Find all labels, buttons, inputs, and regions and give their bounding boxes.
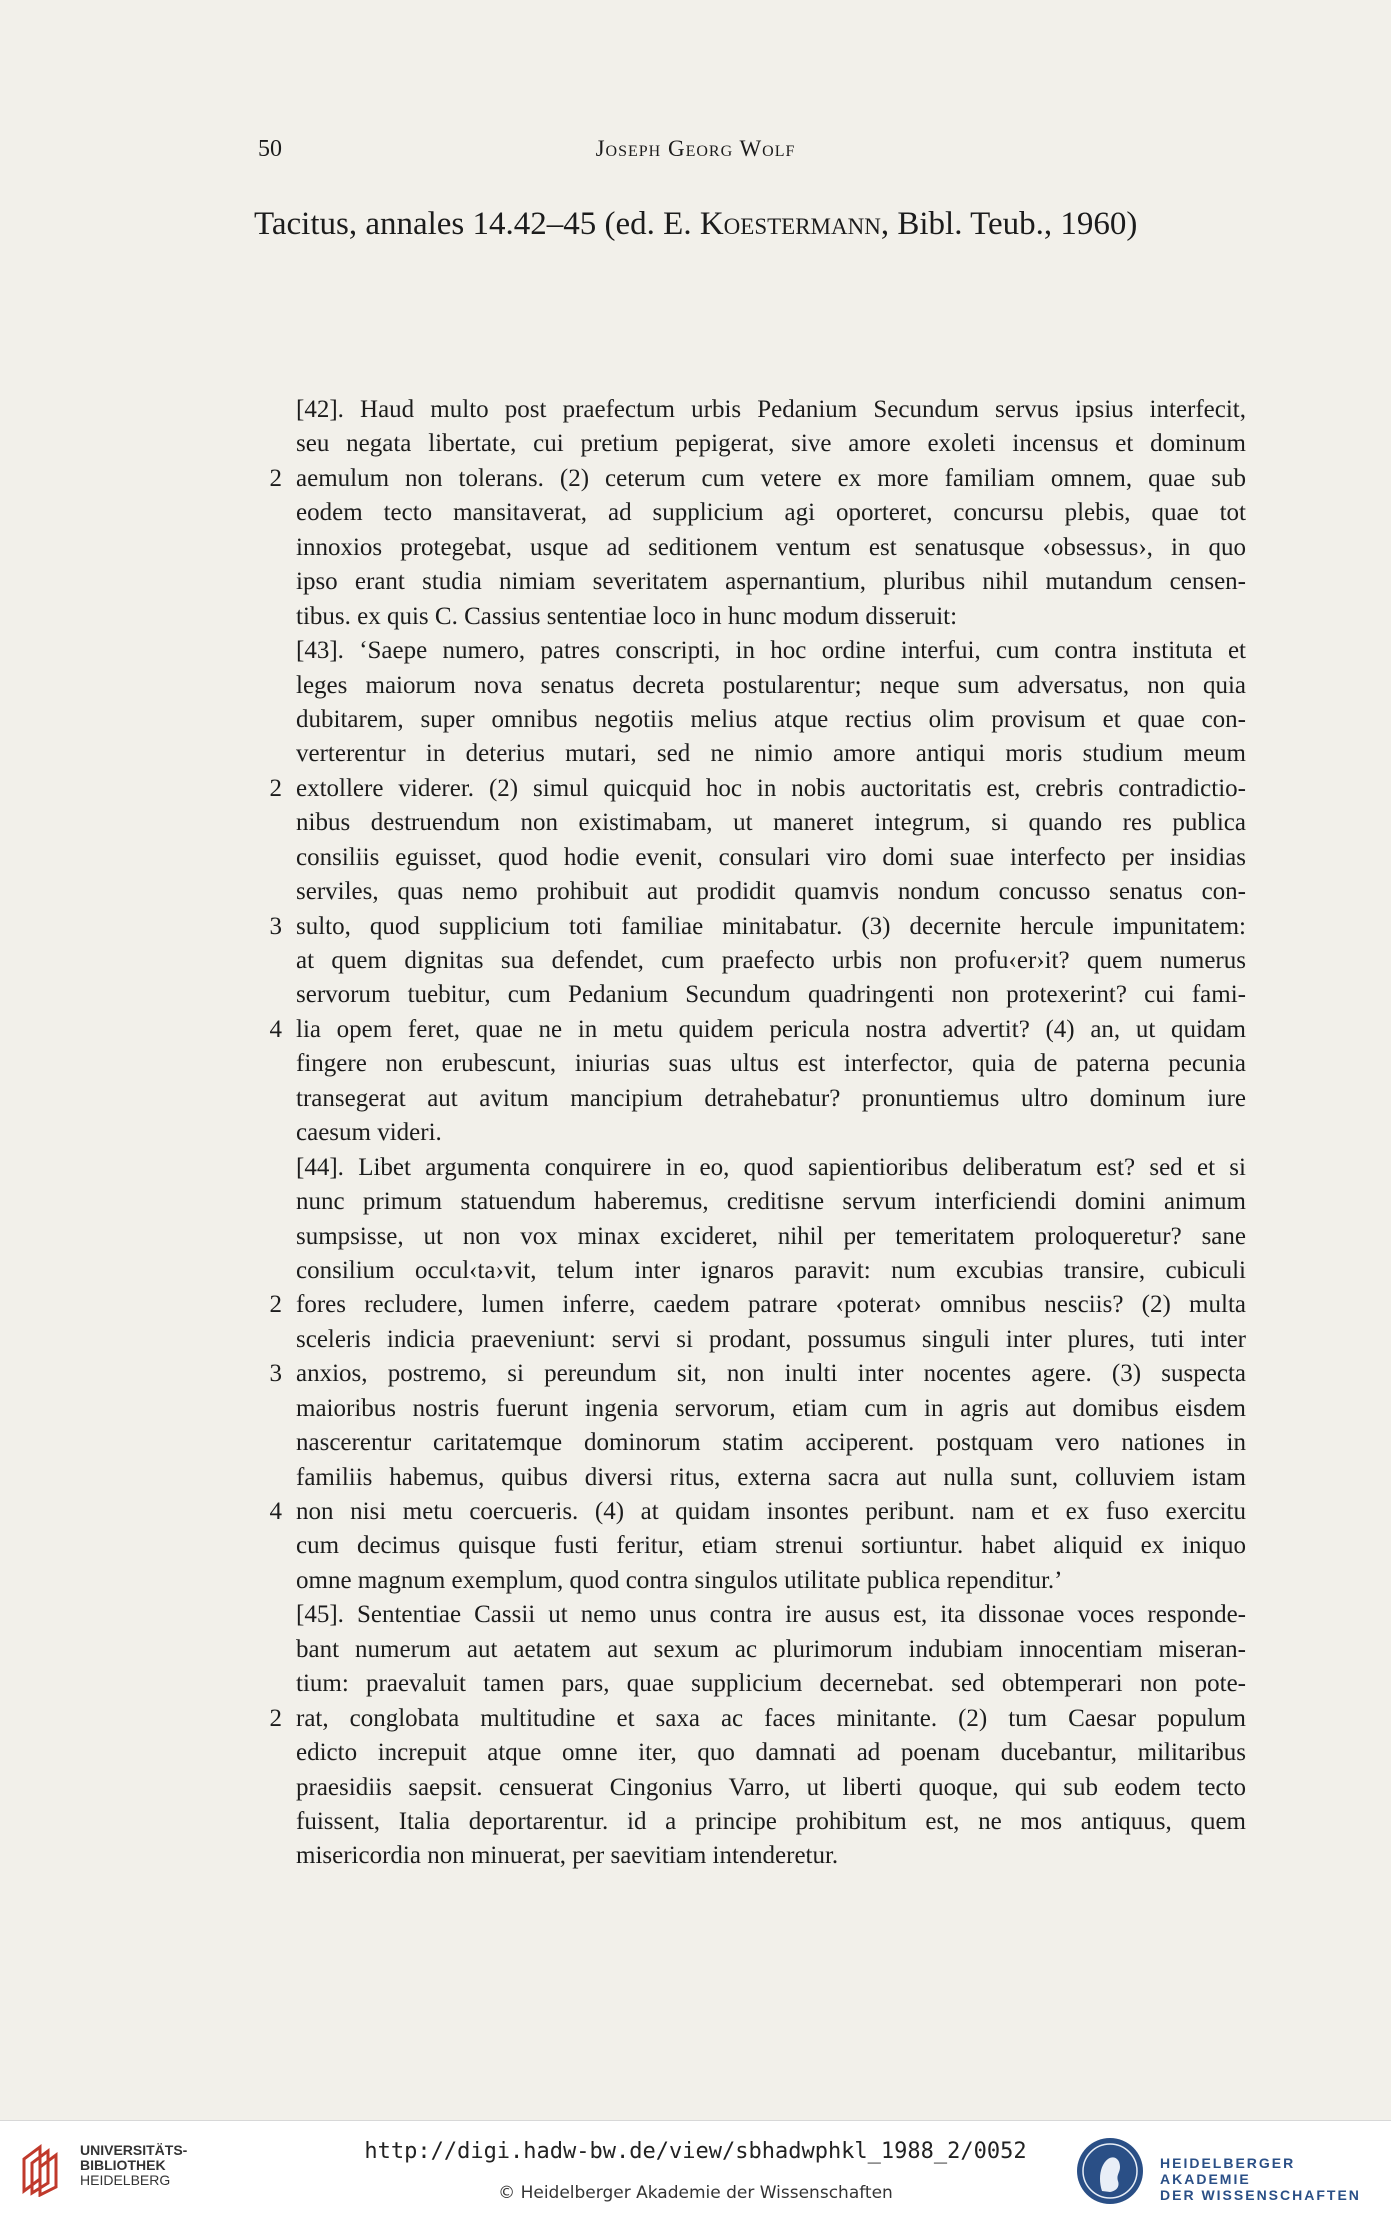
text-line	[296, 1667, 1246, 1701]
margin-section-number: 2	[269, 774, 282, 802]
text-line-content: non nisi metu coercueris. (4) at quidam insontes peribunt. nam et ex fuso exercitu	[296, 1498, 1246, 1525]
text-line	[296, 496, 1246, 530]
text-line-content: anxios, postremo, si pereundum sit, non inulti inter nocentes agere. (3) suspecta	[296, 1360, 1246, 1388]
source-title-after: , Bibl. Teub., 1960)	[880, 206, 1138, 242]
text-line-content: innoxios protegebat, usque ad seditionem ventum est senatusque ‹obsessus›, in quo	[296, 533, 1246, 561]
text-line-content: at quem dignitas sua defendet, cum praefecto urbis non profu‹er›it? quem numerus	[296, 947, 1246, 974]
text-line-content: cum decimus quisque fusti feritur, etiam strenui sortiuntur. habet aliquid ex iniquo	[296, 1532, 1246, 1560]
text-line-content: fuissent, Italia deportarentur. id a principe prohibitum est, ne mos antiquus, quem	[296, 1807, 1246, 1835]
text-line-content: nascerentur caritatemque dominorum statim acciperent. postquam vero nationes in	[296, 1429, 1246, 1457]
margin-section-number: 4	[269, 1498, 282, 1525]
text-line-content: consiliis eguisset, quod hodie evenit, consulari viro domi suae interfecto per insidias	[296, 843, 1246, 871]
text-line	[269, 1013, 1246, 1047]
library-line-1: UNIVERSITÄTS-	[80, 2142, 188, 2158]
library-line-2: BIBLIOTHEK	[80, 2157, 166, 2173]
margin-section-number: 3	[269, 912, 282, 940]
text-line	[296, 1254, 1246, 1288]
text-line-content: sulto, quod supplicium toti familiae minitabatur. (3) decernite hercule impunitatem:	[296, 912, 1246, 940]
margin-section-number: 2	[269, 1704, 282, 1732]
text-line	[296, 1220, 1246, 1254]
text-line	[269, 1357, 1246, 1391]
library-line-3: HEIDELBERG	[80, 2172, 171, 2188]
text-line	[296, 1805, 1246, 1839]
text-line-content: sumpsisse, ut non vox minax excideret, nihil per temeritatem proloqueretur? sane	[296, 1222, 1246, 1250]
text-line	[296, 703, 1246, 737]
text-line	[296, 944, 1246, 978]
academy-name	[1160, 2155, 1391, 2203]
text-line-content: dubitarem, super omnibus negotiis melius atque rectius olim provisum et quae con-	[296, 705, 1246, 733]
text-line-content: [45]. Sententiae Cassii ut nemo unus contra ire ausus est, ita dissonae voces responde-	[296, 1601, 1246, 1629]
text-line-content: sceleris indicia praeveniunt: servi si prodant, possumus singuli inter plures, tuti inter	[296, 1325, 1246, 1353]
text-line-content: consilium occul‹ta›vit, telum inter ignaros paravit: num excubias transire, cubiculi	[296, 1256, 1246, 1284]
text-line	[269, 1495, 1246, 1529]
text-line	[296, 737, 1246, 771]
text-line-content: fores recludere, lumen inferre, caedem patrare ‹poterat› omnibus nesciis? (2) multa	[296, 1291, 1246, 1319]
text-line	[296, 634, 1246, 668]
text-line	[296, 1426, 1246, 1460]
academy-seal-icon	[1074, 2135, 1146, 2207]
text-line	[269, 462, 1246, 496]
margin-section-number: 4	[269, 1015, 282, 1043]
footer-bar	[0, 2120, 1391, 2222]
text-line	[296, 1392, 1246, 1426]
text-line-content: serviles, quas nemo prohibuit aut prodidit quamvis nondum concusso senatus con-	[296, 878, 1246, 906]
text-line	[296, 806, 1246, 840]
copyright-notice: © Heidelberger Akademie der Wissenschaften	[498, 2183, 893, 2203]
text-line	[296, 600, 1246, 634]
text-line	[296, 1185, 1246, 1219]
text-line	[296, 1771, 1246, 1805]
document-url-link[interactable]: http://digi.hadw-bw.de/view/sbhadwphkl_1988_2/0052	[364, 2139, 1027, 2164]
text-line	[296, 1564, 1246, 1598]
text-line-content: [43]. ‘Saepe numero, patres conscripti, in hoc ordine interfui, cum contra instituta et	[296, 637, 1246, 665]
text-line	[296, 1736, 1246, 1770]
text-line	[269, 910, 1246, 944]
latin-text-block	[269, 393, 1246, 1874]
text-line-content: [44]. Libet argumenta conquirere in eo, quod sapientioribus deliberatum est? sed et si	[296, 1153, 1246, 1181]
text-line	[296, 875, 1246, 909]
text-line	[269, 1288, 1246, 1322]
text-line	[296, 565, 1246, 599]
text-line	[296, 1047, 1246, 1081]
text-line-content: bant numerum aut aetatem aut sexum ac plurimorum indubiam innocentiam miseran-	[296, 1635, 1246, 1663]
text-line	[296, 1082, 1246, 1116]
text-line-content: [42]. Haud multo post praefectum urbis Pedanium Secundum servus ipsius interfecit,	[296, 396, 1246, 423]
academy-line-2: DER WISSENSCHAFTEN	[1160, 2187, 1361, 2203]
text-line-content: tium: praevaluit tamen pars, quae supplicium decernebat. sed obtemperari non pote-	[296, 1670, 1246, 1698]
text-line-content: omne magnum exemplum, quod contra singulos utilitate publica rependitur.’	[296, 1566, 1063, 1594]
text-line	[296, 1839, 1246, 1873]
page-number: 50	[258, 136, 282, 162]
text-line-content: aemulum non tolerans. (2) ceterum cum vetere ex more familiam omnem, quae sub	[296, 464, 1246, 492]
text-line-content: familiis habemus, quibus diversi ritus, externa sacra aut nulla sunt, colluviem istam	[296, 1463, 1246, 1491]
text-line	[296, 1529, 1246, 1563]
text-line-content: eodem tecto mansitaverat, ad supplicium agi oporteret, concursu plebis, quae tot	[296, 499, 1246, 527]
margin-section-number: 3	[269, 1360, 282, 1388]
text-line-content: edicto increpuit atque omne iter, quo damnati ad poenam ducebantur, militaribus	[296, 1739, 1246, 1767]
text-line-content: extollere viderer. (2) simul quicquid hoc in nobis auctoritatis est, crebris contradictio-	[296, 774, 1246, 802]
text-line	[296, 978, 1246, 1012]
source-title-before: Tacitus, annales 14.42–45 (ed. E.	[254, 206, 700, 242]
text-line-content: transegerat aut avitum mancipium detrahebatur? pronuntiemus ultro dominum iure	[296, 1084, 1246, 1112]
academy-line-1: HEIDELBERGER AKADEMIE	[1160, 2155, 1296, 2187]
text-line-content: fingere non erubescunt, iniurias suas ultus est interfector, quia de paterna pecunia	[296, 1050, 1246, 1078]
text-line	[296, 1633, 1246, 1667]
text-line	[296, 1116, 1246, 1150]
text-line	[296, 427, 1246, 461]
text-line	[296, 1598, 1246, 1632]
margin-section-number: 2	[269, 1291, 282, 1319]
text-line	[296, 1461, 1246, 1495]
text-line-content: rat, conglobata multitudine et saxa ac faces minitante. (2) tum Caesar populum	[296, 1704, 1246, 1732]
text-line-content: nunc primum statuendum haberemus, creditisne servum interficiendi domini animum	[296, 1188, 1246, 1216]
text-line-content: verterentur in deterius mutari, sed ne nimio amore antiqui moris studium meum	[296, 740, 1246, 768]
text-line-content: leges maiorum nova senatus decreta postularentur; neque sum adversatus, non quia	[296, 671, 1246, 699]
text-line-content: misericordia non minuerat, per saevitiam intenderetur.	[296, 1842, 839, 1870]
text-line-content: tibus. ex quis C. Cassius sententiae loco in hunc modum disseruit:	[296, 602, 958, 630]
text-line-content: lia opem feret, quae ne in metu quidem pericula nostra advertit? (4) an, ut quidam	[296, 1015, 1246, 1043]
text-line-content: ipso erant studia nimiam severitatem aspernantium, pluribus nihil mutandum censen-	[296, 568, 1246, 596]
text-line-content: praesidiis saepsit. censuerat Cingonius Varro, ut liberti quoque, qui sub eodem tecto	[296, 1773, 1246, 1801]
text-line	[296, 1151, 1246, 1185]
text-line	[296, 669, 1246, 703]
text-line-content: servorum tuebitur, cum Pedanium Secundum quadringenti non protexerint? cui fami-	[296, 981, 1246, 1009]
text-line	[296, 841, 1246, 875]
text-line-content: nibus destruendum non existimabam, ut maneret integrum, si quando res publica	[296, 809, 1246, 837]
text-line-content: maioribus nostris fuerunt ingenia servorum, etiam cum in agris aut domibus eisdem	[296, 1394, 1246, 1422]
text-line	[296, 1323, 1246, 1357]
text-line	[296, 531, 1246, 565]
text-line-content: seu negata libertate, cui pretium pepigerat, sive amore exoleti incensus et dominum	[296, 430, 1246, 458]
text-line-content: caesum videri.	[296, 1119, 442, 1147]
margin-section-number: 2	[269, 464, 282, 492]
text-line	[269, 1702, 1246, 1736]
text-line	[296, 393, 1246, 427]
running-head: Joseph Georg Wolf	[595, 136, 796, 161]
source-title-editor: Koestermann	[699, 206, 881, 242]
text-line	[269, 772, 1246, 806]
source-title	[254, 206, 1137, 243]
